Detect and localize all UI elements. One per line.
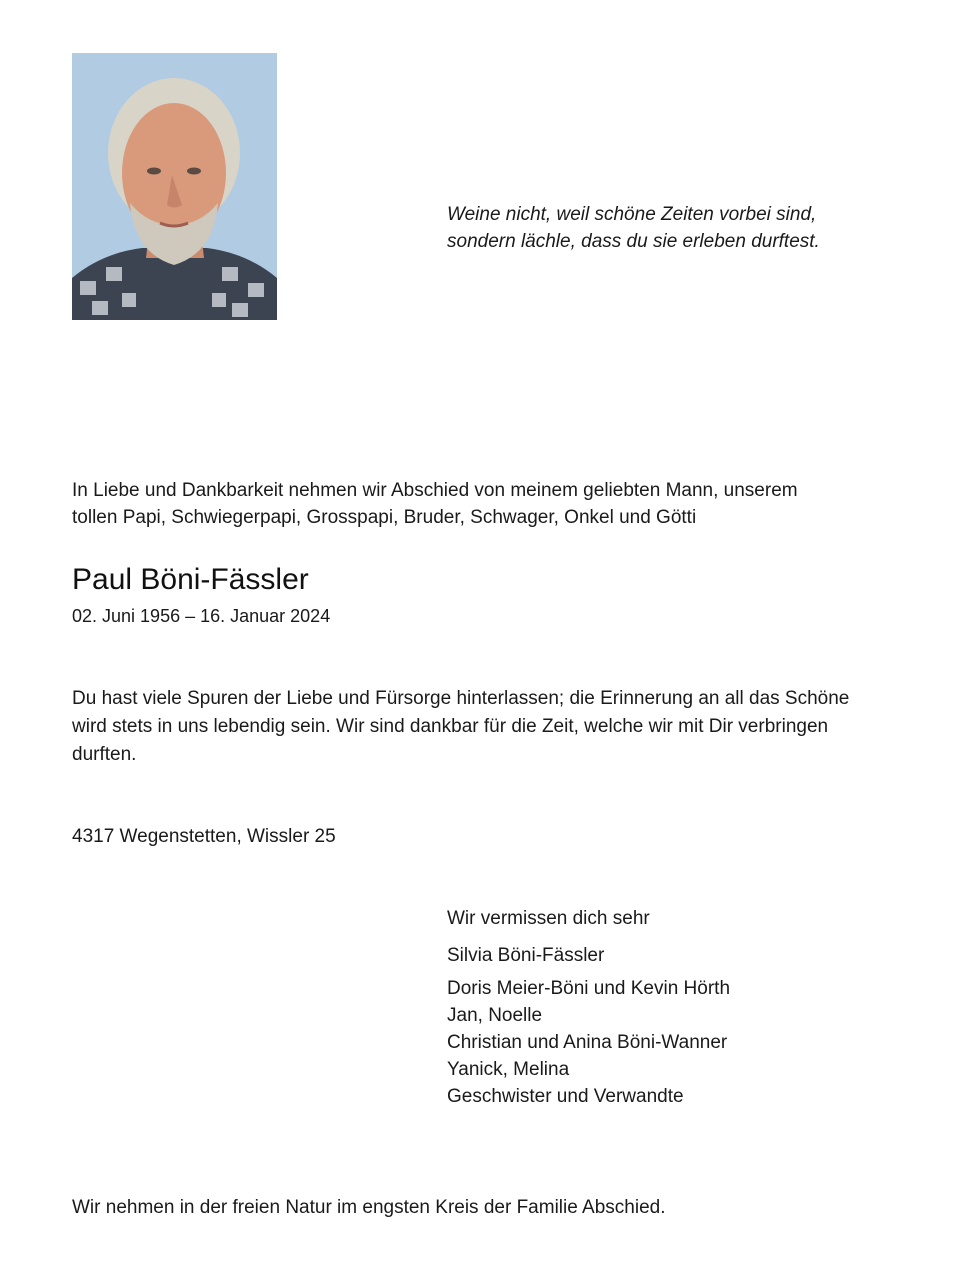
family-signature xyxy=(447,905,730,1110)
message-line-3: durften. xyxy=(72,744,137,765)
address: 4317 Wegenstetten, Wissler 25 xyxy=(72,826,336,847)
deceased-name: Paul Böni-Fässler xyxy=(72,563,309,596)
miss-you-line: Wir vermissen dich sehr xyxy=(447,908,650,929)
intro-line-1: In Liebe und Dankbarkeit nehmen wir Abschied von meinem geliebten Mann, unserem xyxy=(72,480,798,501)
farewell-message xyxy=(72,685,932,769)
intro-line-2: tollen Papi, Schwiegerpapi, Grosspapi, Bruder, Schwager, Onkel und Götti xyxy=(72,507,697,528)
family-member: Christian und Anina Böni-Wanner xyxy=(447,1032,728,1053)
closing-note: Wir nehmen in der freien Natur im engsten Kreis der Familie Abschied. xyxy=(72,1197,666,1218)
quote-line-1: Weine nicht, weil schöne Zeiten vorbei sind, xyxy=(447,204,817,225)
intro-text xyxy=(72,477,922,531)
message-line-1: Du hast viele Spuren der Liebe und Fürsorge hinterlassen; die Erinnerung an all das Schöne xyxy=(72,688,850,709)
portrait-photo xyxy=(72,53,277,320)
life-dates: 02. Juni 1956 – 16. Januar 2024 xyxy=(72,606,331,626)
family-member: Yanick, Melina xyxy=(447,1059,570,1080)
memorial-quote xyxy=(447,201,917,255)
portrait-icon xyxy=(72,53,277,320)
message-line-2: wird stets in uns lebendig sein. Wir sind dankbar für die Zeit, welche wir mit Dir verbringen xyxy=(72,716,829,737)
quote-line-2: sondern lächle, dass du sie erleben durftest. xyxy=(447,231,820,252)
family-wife: Silvia Böni-Fässler xyxy=(447,945,605,966)
family-member: Geschwister und Verwandte xyxy=(447,1086,684,1107)
family-member: Jan, Noelle xyxy=(447,1005,543,1026)
family-member: Doris Meier-Böni und Kevin Hörth xyxy=(447,978,731,999)
